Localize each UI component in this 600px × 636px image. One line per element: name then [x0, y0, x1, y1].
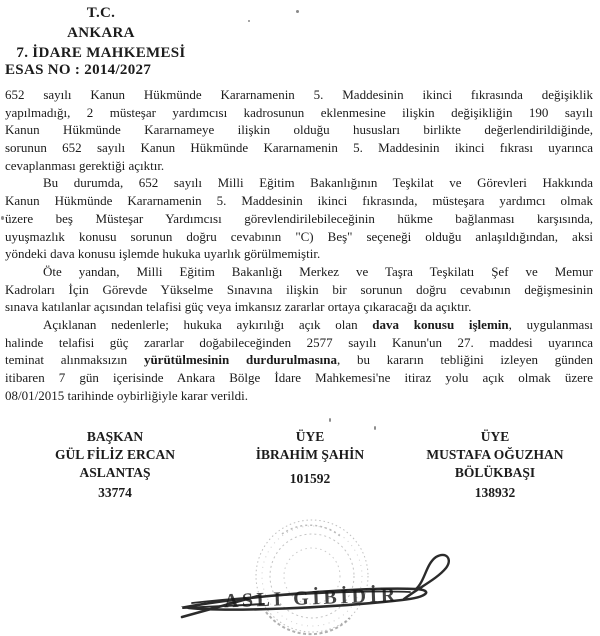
text-line [5, 121, 593, 139]
document-header [0, 3, 202, 63]
text-segment: Kanun Hükmünde Kararnameye ilişkin olduğu hususları birlikte değerlendirildiğinde, [5, 122, 593, 138]
text-line [5, 316, 593, 334]
bold-phrase: yürütülmesinin durdurulmasına [143, 352, 337, 368]
signer-registry-number: 138932 [474, 485, 516, 500]
handwritten-signature [182, 555, 449, 617]
text-segment: 652 sayılı Kanun Hükmünde Kararnamenin 5. Maddesinin ikinci fıkrasında değişiklik [5, 87, 593, 102]
text-segment: üzere beş Müsteşar Yardımcısı görevlendirilebileceğinin hükme bağlanması karşısında, [5, 210, 593, 226]
text-line [5, 139, 593, 157]
scan-speck [296, 10, 299, 13]
text-segment: halinde telafisi güç zararlar doğabileceğinden 2577 sayılı Kanun'un 27. maddesi uyarınca [5, 334, 593, 350]
bold-phrase: dava konusu işlemin [372, 316, 509, 332]
text-segment: Kadroları İçin Görevde Yükselme Sınavına ilişkin bir sorunun doğru cevabının değişmesinin [5, 281, 593, 297]
text-line [5, 334, 593, 352]
text-line [5, 281, 593, 299]
text-segment: , bu kararın tebliğini izleyen günden [337, 352, 593, 368]
text-line [5, 369, 593, 387]
case-number: ESAS NO : 2014/2027 [5, 62, 152, 78]
text-line [5, 86, 593, 104]
text-line [5, 228, 593, 246]
signer-title: ÜYE [480, 429, 510, 444]
text-segment: sorunun 652 sayılı Kanun Hükmünde Kararnamenin 5. Maddesinin ikinci fıkrası uyarınca [5, 140, 593, 156]
signer-column [0, 427, 230, 502]
text-line [5, 298, 593, 316]
republic-abbreviation: T.C. [86, 5, 116, 21]
signer-name: MUSTAFA OĞUZHAN [426, 447, 564, 462]
seal-and-signature [170, 512, 450, 636]
signer-registry-number: 101592 [289, 471, 331, 486]
text-segment: itibaren 7 gün içerisinde Ankara Bölge İdare Mahkemesi'ne itiraz yolu açık olmak üzere [5, 370, 593, 385]
signer-column [230, 427, 390, 502]
text-line [5, 245, 593, 263]
text-line [5, 351, 593, 369]
scan-speck [329, 418, 331, 422]
decision-body-text [5, 86, 593, 404]
court-seal-icon [256, 520, 368, 634]
text-segment: Bu durumda, 652 sayılı Milli Eğitim Bakanlığının Teşkilat ve Görevleri Hakkında [43, 175, 593, 191]
text-line [5, 104, 593, 122]
text-segment: yöndeki dava konusu işlemde hukuka uyarlık görülmemiştir. [5, 246, 321, 262]
text-line [5, 263, 593, 281]
text-segment: Kanun Hükmünde Kararnamenin 5. Maddesinin ikinci fıkrasında, müsteşara yardımcı olmak [5, 193, 593, 209]
text-segment: 08/01/2015 tarihinde oybirliğiyle karar verildi. [5, 387, 248, 403]
court-name: 7. İDARE MAHKEMESİ [16, 45, 186, 61]
signer-title: BAŞKAN [86, 429, 144, 444]
signature-block [0, 427, 600, 502]
signer-name: BÖLÜKBAŞI [454, 465, 536, 480]
city-name: ANKARA [67, 25, 135, 41]
text-segment: cevaplanması gerektiği açıktır. [5, 157, 165, 173]
text-line [5, 157, 593, 175]
text-line [5, 174, 593, 192]
text-segment: Açıklanan nedenlerle; hukuka aykırılığı açık olan [43, 316, 373, 332]
signer-name: GÜL FİLİZ ERCAN [54, 447, 176, 462]
text-segment: , uygulanması [508, 316, 593, 332]
signer-column [390, 427, 600, 502]
scan-speck [1, 216, 4, 220]
scan-speck [248, 20, 250, 22]
stamp-text: ASLI GİBİDİR [223, 584, 400, 613]
scan-speck [374, 426, 376, 430]
text-segment: yapılmadığı, 2 müsteşar yardımcısı kadrosunun eklenmesine ilişkin değişikliğin 190 sayılı [5, 104, 593, 120]
signer-title: ÜYE [295, 429, 325, 444]
text-line [5, 192, 593, 210]
text-segment: sınava katılanlar açısından telafisi güç veya imkansız zararlar ortaya çıkaracağı da açıktır. [5, 299, 472, 315]
text-line [5, 387, 593, 405]
signer-name: İBRAHİM ŞAHİN [255, 447, 365, 462]
text-line [5, 210, 593, 228]
text-segment: uyuşmazlık konusu sorunun doğru cevabının "C) Beş" seçeneği olduğu anlaşıldığından, aksi [5, 228, 593, 244]
text-segment: Öte yandan, Milli Eğitim Bakanlığı Merkez ve Taşra Teşkilatı Şef ve Memur [43, 263, 593, 279]
text-segment: teminat alınmaksızın [5, 352, 144, 368]
signer-name: ASLANTAŞ [79, 465, 151, 480]
signer-registry-number: 33774 [98, 485, 132, 500]
